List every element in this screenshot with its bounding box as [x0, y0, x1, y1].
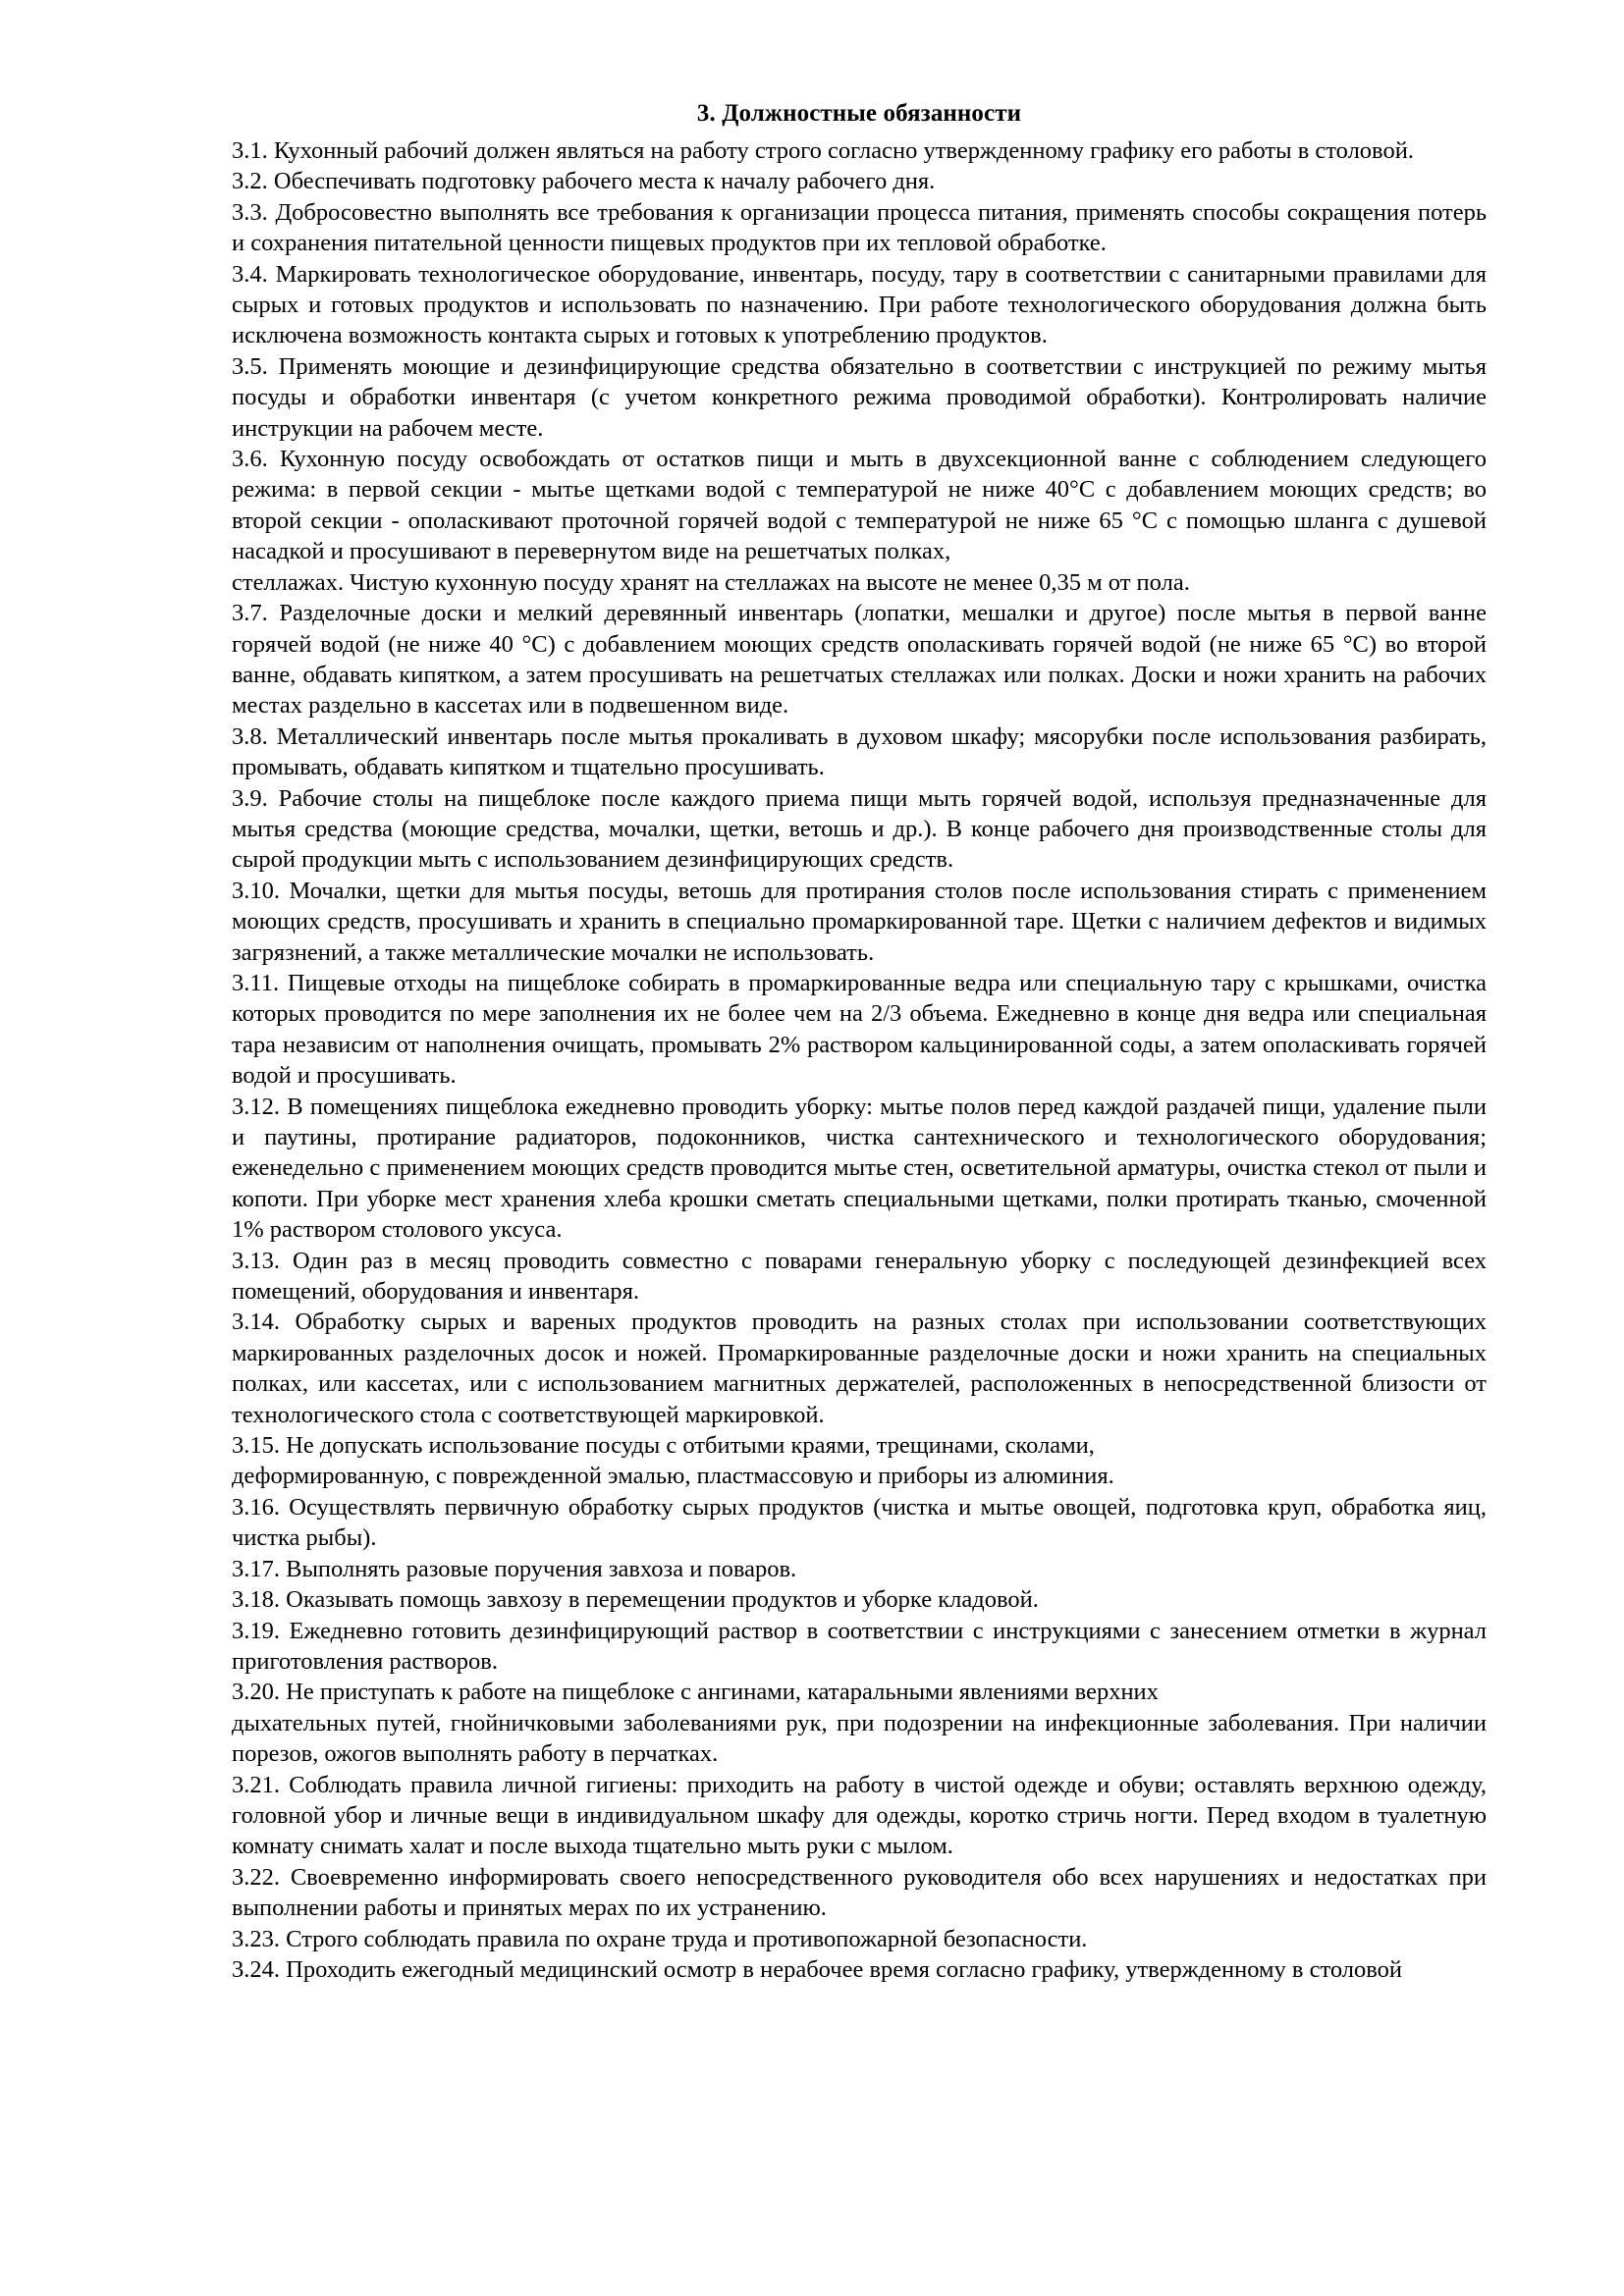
paragraph-3-15-continued: деформированную, с поврежденной эмалью, пластмассовую и приборы из алюминия. — [232, 1463, 1114, 1490]
paragraph-3-1: 3.1. Кухонный рабочий должен являться на работу строго согласно утвержденному графику его работы в столовой. — [232, 137, 1414, 164]
paragraph-3-13: 3.13. Один раз в месяц проводить совместно с поварами генеральную уборку с последующей дезинфекцией всех помещений, оборудования и инвентаря. — [232, 1247, 1487, 1306]
paragraph-3-6: 3.6. Кухонную посуду освобождать от остатков пищи и мыть в двухсекционной ванне с соблюдением следующего режима: в первой секции - мытье щетками водой с температурой не ниже 40°С с добавлением моющих средств; во второй секции - ополаскивают проточной горячей водой с температурой не ниже 65 °С с помощью шланга с душевой насадкой и просушивают в перевернутом виде на решетчатых полках, — [232, 446, 1487, 565]
paragraph-3-15: 3.15. Не допускать использование посуды с отбитыми краями, трещинами, сколами, — [232, 1432, 1095, 1460]
paragraph-3-18: 3.18. Оказывать помощь завхозу в перемещении продуктов и уборке кладовой. — [232, 1586, 1039, 1614]
paragraph-3-14: 3.14. Обработку сырых и вареных продуктов проводить на разных столах при использовании соответствующих маркированных разделочных досок и ножей. Промаркированные разделочные доски и ножи хранить на специальных полках, или кассетах, или с использованием магнитных держателей, расположенных в непосредственной близости от технологического стола с соответствующей маркировкой. — [232, 1308, 1487, 1428]
paragraph-3-9: 3.9. Рабочие столы на пищеблоке после каждого приема пищи мыть горячей водой, используя предназначенные для мытья средства (моющие средства, мочалки, щетки, ветошь и др.). В конце рабочего дня производственные столы для сырой продукции мыть с использованием дезинфицирующих средств. — [232, 784, 1487, 874]
paragraph-3-21: 3.21. Соблюдать правила личной гигиены: приходить на работу в чистой одежде и обуви; оставлять верхнюю одежду, головной убор и личные вещи в индивидуальном шкафу для одежды, коротко стричь ногти. Перед входом в туалетную комнату снимать халат и после выхода тщательно мыть руки с мылом. — [232, 1771, 1487, 1860]
paragraph-3-12: 3.12. В помещениях пищеблока ежедневно проводить уборку: мытье полов перед каждой раздачей пищи, удаление пыли и паутины, протирание радиаторов, подоконников, чистка сантехнического и технологического оборудования; еженедельно с применением моющих средств проводится мытье стен, осветительной арматуры, очистка стекол от пыли и копоти. При уборке мест хранения хлеба крошки сметать специальными щетками, полки протирать тканью, смоченной 1% раствором столового уксуса. — [232, 1093, 1487, 1244]
paragraph-3-23: 3.23. Строго соблюдать правила по охране труда и противопожарной безопасности. — [232, 1925, 1088, 1952]
paragraph-3-6-continued: стеллажах. Чистую кухонную посуду хранят на стеллажах на высоте не менее 0,35 м от пола. — [232, 568, 1190, 596]
document-body — [232, 135, 1487, 1985]
paragraph-3-19: 3.19. Ежедневно готовить дезинфицирующий раствор в соответствии с инструкциями с занесением отметки в журнал приготовления растворов. — [232, 1617, 1487, 1675]
paragraph-3-20: 3.20. Не приступать к работе на пищеблоке с ангинами, катаральными явлениями верхних — [232, 1679, 1159, 1706]
paragraph-3-17: 3.17. Выполнять разовые поручения завхоза и поваров. — [232, 1555, 797, 1582]
paragraph-3-7: 3.7. Разделочные доски и мелкий деревянный инвентарь (лопатки, мешалки и другое) после мытья в первой ванне горячей водой (не ниже 40 °С) с добавлением моющих средств ополаскивать горячей водой (не ниже 65 °С) во второй ванне, обдавать кипятком, а затем просушивать на решетчатых стеллажах или полках. Доски и ножи хранить на рабочих местах раздельно в кассетах или в подвешенном виде. — [232, 600, 1487, 720]
paragraph-3-22: 3.22. Своевременно информировать своего непосредственного руководителя обо всех нарушениях и недостатках при выполнении работы и принятых мерах по их устранению. — [232, 1863, 1487, 1922]
paragraph-3-5: 3.5. Применять моющие и дезинфицирующие средства обязательно в соответствии с инструкцией по режиму мытья посуды и обработки инвентаря (с учетом конкретного режима проводимой обработки). Контролировать наличие инструкции на рабочем месте. — [232, 352, 1487, 442]
page-title: 3. Должностные обязанности — [696, 100, 1022, 127]
paragraph-3-4: 3.4. Маркировать технологическое оборудование, инвентарь, посуду, тару в соответствии с санитарными правилами для сырых и готовых продуктов и использовать по назначению. При работе технологического оборудования должна быть исключена возможность контакта сырых и готовых к употреблению продуктов. — [232, 260, 1487, 349]
paragraph-3-3: 3.3. Добросовестно выполнять все требования к организации процесса питания, применять способы сокращения потерь и сохранения питательной ценности пищевых продуктов при их тепловой обработке. — [232, 198, 1487, 257]
paragraph-3-11: 3.11. Пищевые отходы на пищеблоке собирать в промаркированные ведра или специальную тару с крышками, очистка которых проводится по мере заполнения их не более чем на 2/3 объема. Ежедневно в конце дня ведра или специальная тара независим от наполнения очищать, промывать 2% раствором кальцинированной соды, а затем ополаскивать горячей водой и просушивать. — [232, 969, 1487, 1090]
paragraph-3-8: 3.8. Металлический инвентарь после мытья прокаливать в духовом шкафу; мясорубки после использования разбирать, промывать, обдавать кипятком и тщательно просушивать. — [232, 722, 1487, 781]
paragraph-3-10: 3.10. Мочалки, щетки для мытья посуды, ветошь для протирания столов после использования стирать с применением моющих средств, просушивать и хранить в специально промаркированной таре. Щетки с наличием дефектов и видимых загрязнений, а также металлические мочалки не использовать. — [232, 877, 1487, 966]
paragraph-3-20-continued: дыхательных путей, гнойничковыми заболеваниями рук, при подозрении на инфекционные заболевания. При наличии порезов, ожогов выполнять работу в перчатках. — [232, 1709, 1487, 1768]
paragraph-3-24: 3.24. Проходить ежегодный медицинский осмотр в нерабочее время согласно графику, утвержденному в столовой — [232, 1955, 1402, 1983]
paragraph-3-16: 3.16. Осуществлять первичную обработку сырых продуктов (чистка и мытье овощей, подготовка круп, обработка яиц, чистка рыбы). — [232, 1493, 1487, 1552]
paragraph-3-2: 3.2. Обеспечивать подготовку рабочего места к началу рабочего дня. — [232, 168, 936, 195]
